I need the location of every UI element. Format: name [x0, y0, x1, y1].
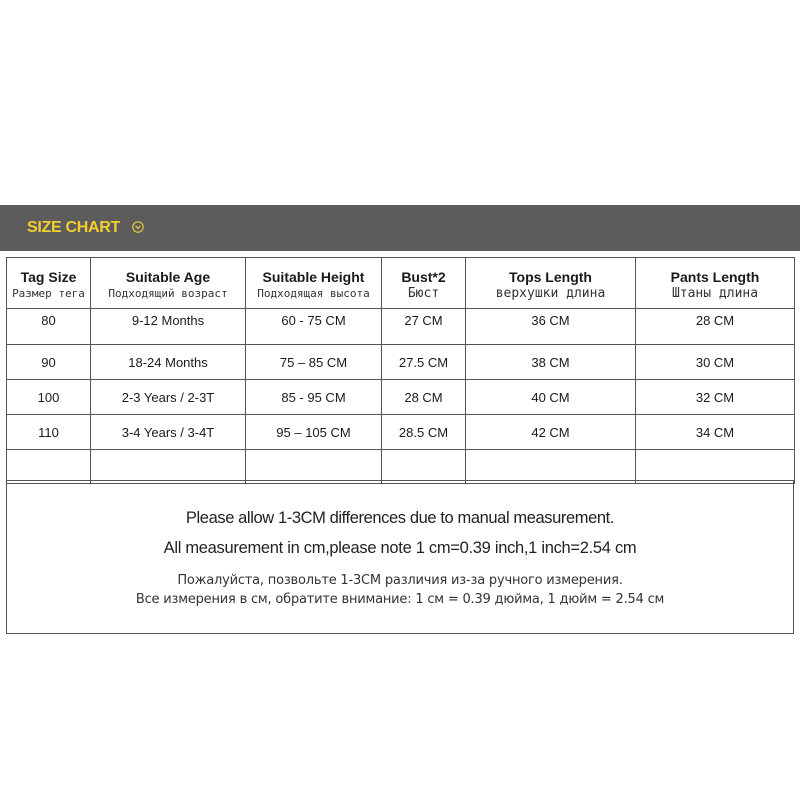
banner-title: SIZE CHART [27, 219, 121, 236]
table-cell: 36 CM [466, 309, 636, 345]
header-ru: Подходящая высота [257, 286, 370, 300]
table-cell: 40 CM [466, 380, 636, 415]
header-suitable-age [91, 258, 246, 309]
empty-cell [7, 450, 91, 484]
header-bust [382, 258, 466, 309]
empty-cell [91, 450, 246, 484]
size-table [6, 257, 795, 484]
header-ru: верхушки длина [495, 285, 606, 301]
empty-cell [636, 450, 795, 484]
note-english-line-1: Please allow 1-3CM differences due to manual measurement. [185, 509, 615, 527]
chevron-down-circle-icon [132, 221, 144, 233]
table-cell: 34 CM [636, 415, 795, 450]
header-ru: Подходящий возраст [108, 286, 228, 300]
table-cell: 95 – 105 CM [246, 415, 382, 450]
table-cell: 38 CM [466, 345, 636, 380]
header-pants-length [636, 258, 795, 309]
table-cell: 2-3 Years / 2-3T [91, 380, 246, 415]
table-cell: 3-4 Years / 3-4T [91, 415, 246, 450]
header-tops-length [466, 258, 636, 309]
header-en: Suitable Height [262, 268, 365, 285]
table-cell: 90 [7, 345, 91, 380]
header-ru: Штаны длина [671, 285, 759, 301]
table-cell: 28.5 CM [382, 415, 466, 450]
header-suitable-height [246, 258, 382, 309]
header-ru: Размер тега [12, 286, 85, 300]
header-en: Tag Size [20, 268, 77, 285]
table-cell: 30 CM [636, 345, 795, 380]
header-tag-size [7, 258, 91, 309]
table-cell: 100 [7, 380, 91, 415]
table-cell: 42 CM [466, 415, 636, 450]
table-cell: 18-24 Months [91, 345, 246, 380]
measurement-notes [6, 480, 794, 634]
empty-cell [466, 450, 636, 484]
empty-table-row [7, 450, 795, 484]
table-row [7, 309, 795, 345]
empty-cell [246, 450, 382, 484]
empty-cell [382, 450, 466, 484]
table-cell: 28 CM [636, 309, 795, 345]
table-cell: 27 CM [382, 309, 466, 345]
header-en: Pants Length [670, 268, 760, 285]
table-cell: 60 - 75 CM [246, 309, 382, 345]
table-row [7, 345, 795, 380]
note-russian-line-1: Пожалуйста, позвольте 1-3CM различия из-за ручного измерения. [177, 573, 623, 588]
table-cell: 85 - 95 CM [246, 380, 382, 415]
table-cell: 32 CM [636, 380, 795, 415]
table-cell: 75 – 85 CM [246, 345, 382, 380]
table-row [7, 380, 795, 415]
table-cell: 80 [7, 309, 91, 345]
header-en: Suitable Age [125, 268, 211, 285]
note-russian-line-2: Все измерения в см, обратите внимание: 1 см = 0.39 дюйма, 1 дюйм = 2.54 см [135, 592, 665, 607]
note-english-line-2: All measurement in cm,please note 1 cm=0.39 inch,1 inch=2.54 cm [163, 539, 637, 557]
table-row [7, 415, 795, 450]
table-cell: 27.5 CM [382, 345, 466, 380]
header-en: Tops Length [509, 268, 592, 285]
table-cell: 9-12 Months [91, 309, 246, 345]
table-header-row [7, 258, 795, 309]
size-chart-banner [0, 205, 800, 251]
header-en: Bust*2 [401, 268, 446, 285]
header-ru: Бюст [407, 285, 440, 301]
table-cell: 28 CM [382, 380, 466, 415]
table-cell: 110 [7, 415, 91, 450]
